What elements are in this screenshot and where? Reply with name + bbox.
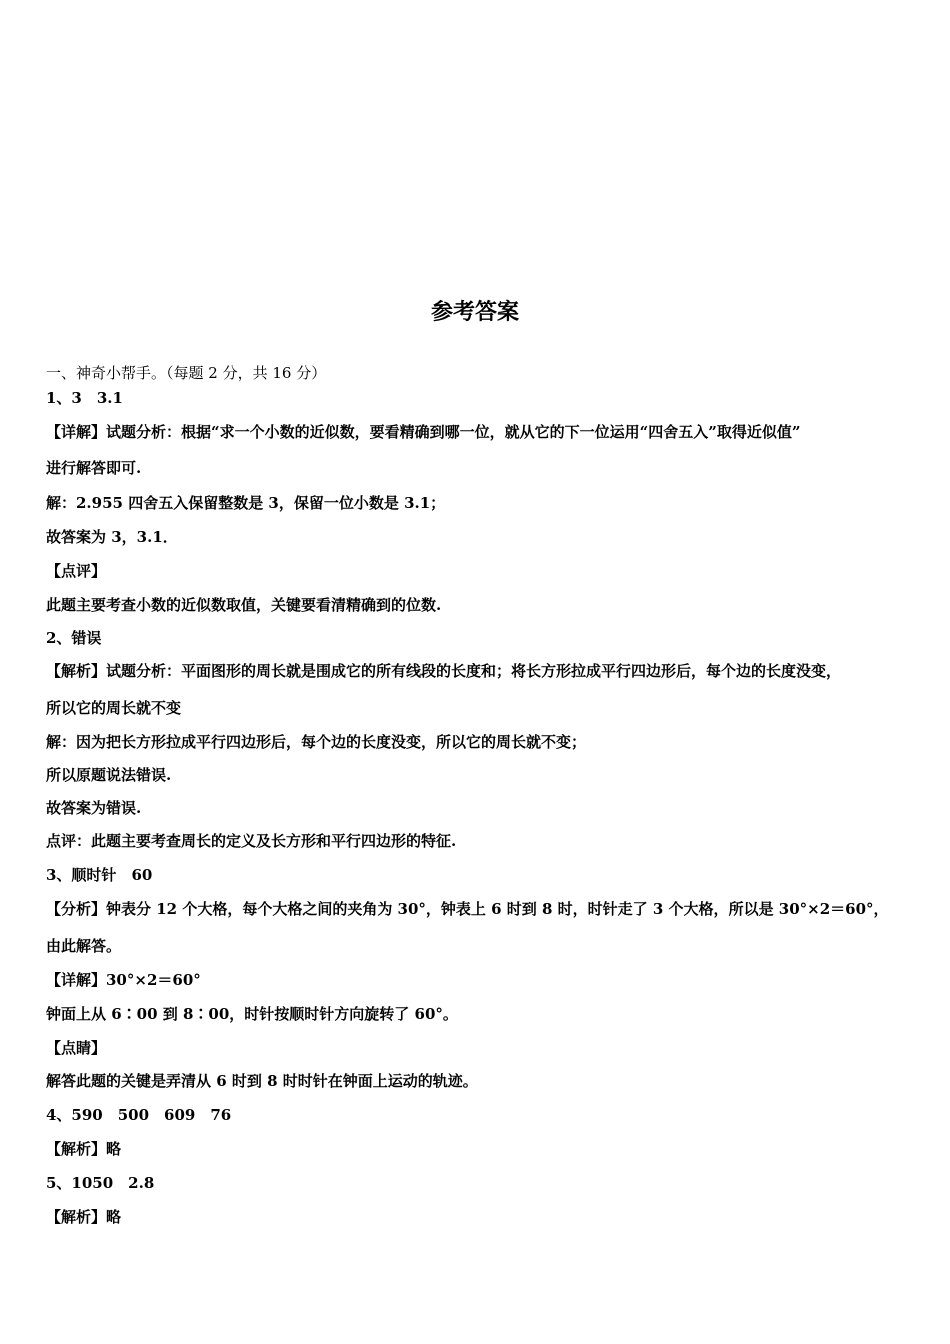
- q1-review-label: 【点评】: [46, 562, 107, 580]
- q4-analysis: 【解析】略: [46, 1140, 122, 1158]
- q3-analysis-line1: 【分析】钟表分 12 个大格，每个大格之间的夹角为 30°，钟表上 6 时到 8 时，时针走了 3 个大格，所以是 30°×2＝60°，: [46, 900, 889, 918]
- q2-line3: 所以原题说法错误.: [46, 766, 172, 784]
- q2-review: 点评：此题主要考查周长的定义及长方形和平行四边形的特征.: [46, 832, 457, 850]
- q1-answer: 1、3 3.1: [46, 389, 123, 407]
- q5-analysis: 【解析】略: [46, 1208, 122, 1226]
- q1-detail-line2: 进行解答即可.: [46, 459, 142, 477]
- q2-analysis-line1: 【解析】试题分析：平面图形的周长就是围成它的所有线段的长度和；将长方形拉成平行四边形后，每个边的长度没变，: [46, 662, 842, 680]
- q1-detail-line1: 【详解】试题分析：根据“求一个小数的近似数，要看精确到哪一位，就从它的下一位运用“四舍五入”取得近似值”: [46, 423, 801, 441]
- q3-analysis-line2: 由此解答。: [46, 937, 122, 955]
- q2-answer: 2、错误: [46, 629, 102, 647]
- q3-answer: 3、顺时针 60: [46, 866, 153, 884]
- q3-tip-text: 解答此题的关键是弄清从 6 时到 8 时时针在钟面上运动的轨迹。: [46, 1072, 478, 1090]
- q1-review-text: 此题主要考查小数的近似数取值，关键要看清精确到的位数.: [46, 596, 442, 614]
- q4-answer: 4、590 500 609 76: [46, 1106, 232, 1124]
- q3-detail: 【详解】30°×2＝60°: [46, 971, 201, 989]
- q2-solution: 解：因为把长方形拉成平行四边形后，每个边的长度没变，所以它的周长就不变；: [46, 733, 587, 751]
- page-title: 参考答案: [430, 300, 519, 325]
- q3-detail-text: 钟面上从 6∶00 到 8∶00，时针按顺时针方向旋转了 60°。: [46, 1005, 458, 1023]
- q1-solution: 解：2.955 四舍五入保留整数是 3，保留一位小数是 3.1；: [46, 494, 446, 512]
- section-header: 一、神奇小帮手。（每题 2 分，共 16 分）: [46, 364, 327, 382]
- q3-tip-label: 【点睛】: [46, 1039, 107, 1057]
- q5-answer: 5、1050 2.8: [46, 1174, 155, 1192]
- q2-analysis-line2: 所以它的周长就不变: [46, 699, 182, 717]
- q1-conclusion: 故答案为 3，3.1．: [46, 528, 178, 546]
- q2-conclusion: 故答案为错误.: [46, 799, 142, 817]
